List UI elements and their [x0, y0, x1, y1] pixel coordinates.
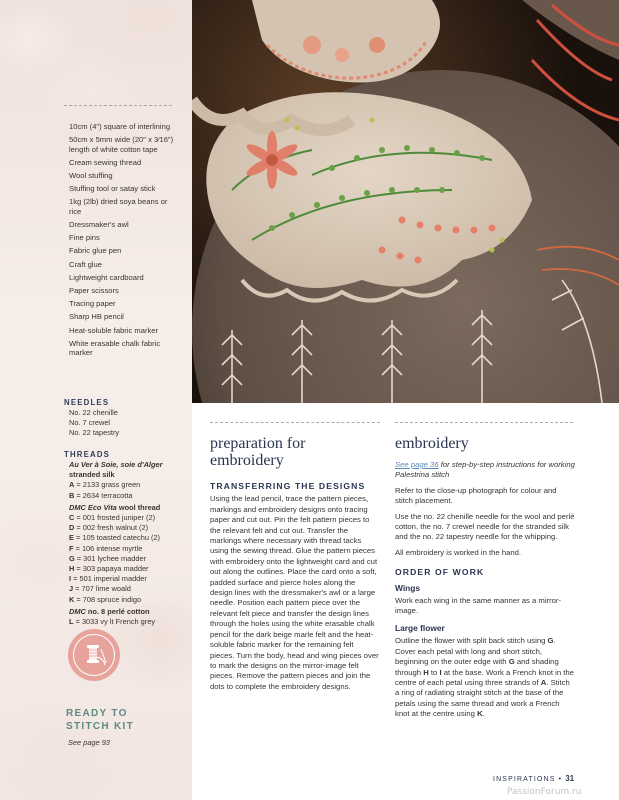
kit-page-reference[interactable]: See page 93: [68, 738, 110, 747]
page-number: 31: [565, 774, 575, 783]
preparation-title: preparation for embroidery: [210, 435, 306, 469]
material-item: Paper scissors: [69, 286, 119, 296]
material-item: 10cm (4") square of interlining: [69, 122, 171, 131]
material-item: 50cm x 5mm wide (20" x 3⁄16") length of white cotton tape: [69, 135, 174, 154]
embroidery-para: Use the no. 22 chenille needle for the wool and perlé cotton, the no. 7 crewel needle for the stranded silk and the no. 22 tapestry needle for the whipping.: [395, 511, 575, 542]
watermark: PassionForum.ru: [507, 787, 582, 797]
needles-heading: NEEDLES: [64, 398, 110, 407]
materials-list: [69, 122, 181, 361]
material-item: Sharp HB pencil: [69, 312, 124, 322]
material-item: Fine pins: [69, 233, 100, 243]
large-flower-heading: Large flower: [395, 622, 445, 633]
threads-list: [69, 460, 184, 627]
embroidered-bird-photo: [192, 0, 619, 403]
footer-section: INSPIRATIONS: [493, 776, 556, 783]
thread-brand: Au Ver à Soie, soie d'Alger: [69, 460, 163, 469]
material-item: Lightweight cardboard: [69, 272, 144, 282]
material-item: Fabric glue pen: [69, 246, 122, 256]
column-divider: [210, 422, 380, 423]
large-flower-body: Outline the flower with split back stitch using G. Cover each petal with long and short stitch, beginning on the outer edge with G and shading through H to I at the base. Work a French knot in the centre of each petal using three strands of A. Stitch a ring of radiating straight stitch at the base of the petals using the same thread and work a French knot at the centre using K.: [395, 636, 574, 719]
thread-item: D = 002 fresh walnut (2): [69, 523, 149, 533]
material-item: Tracing paper: [69, 299, 116, 309]
material-item: Wool stuffing: [69, 171, 113, 181]
thread-group: [69, 617, 184, 627]
thread-item: H = 303 papaya madder: [69, 564, 149, 574]
transferring-heading: TRANSFERRING THE DESIGNS: [210, 481, 366, 491]
needles-list: [69, 408, 184, 439]
material-item: Dressmaker's awl: [69, 220, 129, 230]
threads-heading: THREADS: [64, 450, 111, 459]
thread-group: [69, 513, 184, 605]
thread-item: I = 501 imperial madder: [69, 574, 147, 584]
wings-heading: Wings: [395, 582, 421, 593]
wings-body: Work each wing in the same manner as a mirror-image.: [395, 596, 562, 616]
kit-title[interactable]: READY TO STITCH KIT: [66, 708, 134, 732]
material-item: White erasable chalk fabric marker: [69, 338, 161, 358]
material-item: Craft glue: [69, 259, 102, 269]
thread-item: K = 708 spruce indigo: [69, 594, 142, 604]
thread-item: J = 707 lime woald: [69, 584, 131, 594]
stitch-note: See page 36 for step-by-step instructions for working Palestrina stitch: [395, 460, 575, 480]
thread-item: C = 001 frosted juniper (2): [69, 513, 156, 523]
sidebar-divider: [64, 105, 172, 106]
page-footer: INSPIRATIONS • 31: [493, 774, 575, 783]
thread-item: G = 301 lychee madder: [69, 553, 147, 563]
thread-item: L = 3033 vy lt French grey: [69, 617, 156, 627]
thread-item: A = 2133 grass green: [69, 480, 141, 490]
thread-brand-line: DMC Eco Vita wool thread: [69, 502, 161, 512]
thread-item: F = 106 intense myrtle: [69, 543, 143, 553]
embroidery-para: Refer to the close-up photograph for colour and stitch placement.: [395, 485, 557, 506]
order-of-work-heading: ORDER OF WORK: [395, 567, 485, 578]
needle-item: No. 22 chenille: [69, 408, 118, 417]
sidebar: [0, 0, 192, 800]
embroidery-title: embroidery: [395, 435, 469, 452]
needle-item: No. 22 tapestry: [69, 428, 120, 438]
embroidery-section: [395, 435, 575, 720]
thread-item: E = 105 toasted catechu (2): [69, 533, 161, 543]
thread-brand-line: DMC no. 8 perlé cotton: [69, 606, 150, 616]
thread-item: B = 2634 terracotta: [69, 490, 133, 500]
transferring-body: Using the lead pencil, trace the pattern pieces, markings and embroidery designs onto tracing paper and cut out. Pin the felt pattern pieces to the relevant felt and cut out. Transfer the markings where necessary with thread tacks using the sewing thread. Glue the pattern pieces with embroidery onto the lightweight card and cut out along the outlines. Place the card onto a soft, padded surface and pierce holes along the design lines with the dressmaker's awl or a large needle. Position each pattern piece over the relevant felt piece and transfer the design lines through the holes using the white erasable chalk pencil for the dark beige marle felt and the heat-soluble fabric marker for the remaining felt pieces. Turn the body, head and wing pieces over to mark the designs on the mirror-image felt pieces. Remove the pattern pieces and join the dots to complete the embroidery designs.: [210, 494, 379, 691]
material-item: 1kg (2lb) dried soya beans or rice: [69, 197, 168, 216]
preparation-section: [210, 435, 380, 692]
column-divider: [395, 422, 573, 423]
embroidery-para: All embroidery is worked in the hand.: [395, 547, 522, 557]
material-item: Heat-soluble fabric marker: [69, 325, 159, 335]
thread-spool-icon: [79, 641, 109, 669]
page-link[interactable]: See page 36: [395, 460, 439, 469]
needle-item: No. 7 crewel: [69, 418, 111, 428]
thread-group: [69, 480, 184, 500]
material-item: Cream sewing thread: [69, 157, 142, 167]
thread-type: stranded silk: [69, 470, 115, 480]
material-item: Stuffing tool or satay stick: [69, 184, 156, 194]
